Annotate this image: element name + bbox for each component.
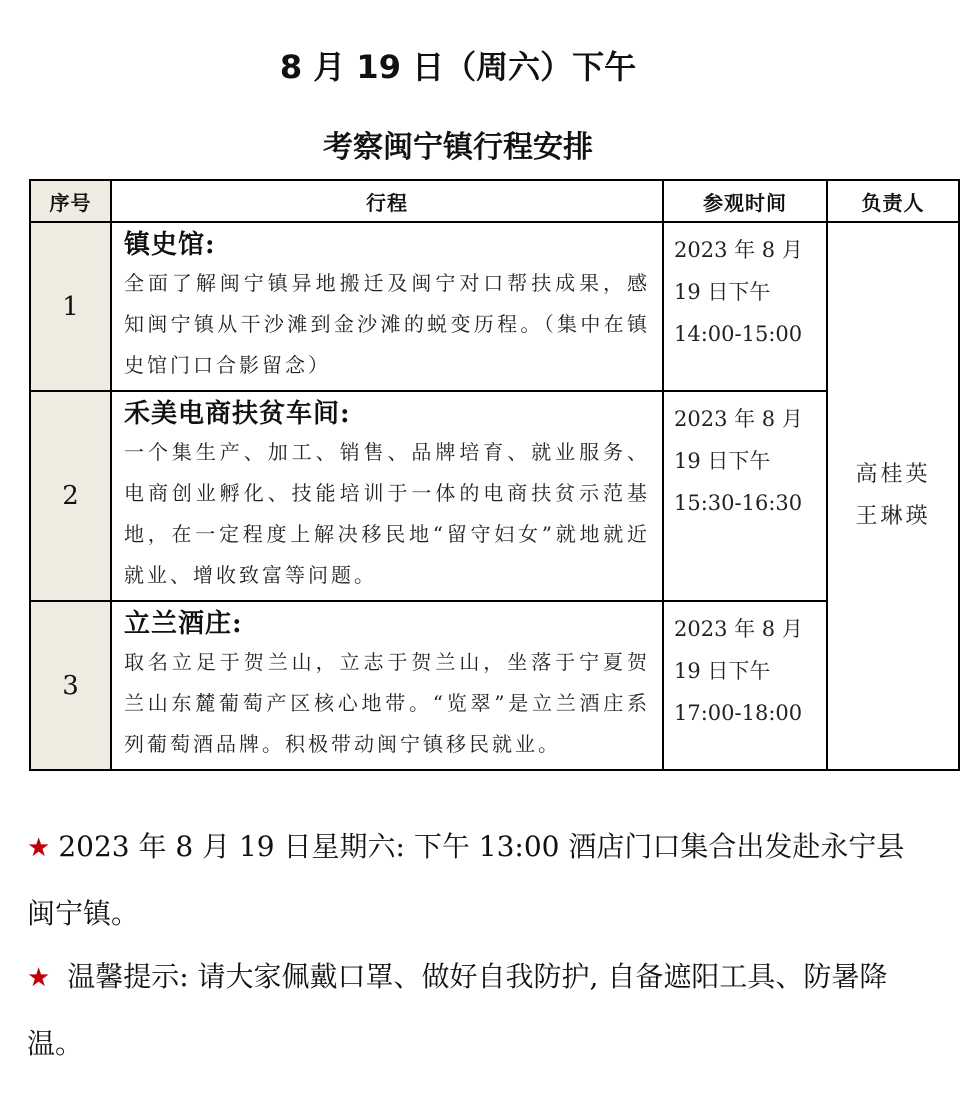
row-itinerary bbox=[111, 391, 663, 601]
visit-time-range: 17:00-18:00 bbox=[674, 701, 803, 725]
table-row bbox=[30, 391, 959, 601]
page-title: 考察闽宁镇行程安排 bbox=[323, 130, 593, 165]
assembly-note-text: 2023 年 8 月 19 日星期六: 下午 13:00 酒店门口集合出发赴永宁县闽宁镇。 bbox=[27, 830, 905, 930]
place-name: 立兰酒庄: bbox=[124, 609, 243, 639]
itinerary-table bbox=[29, 179, 960, 771]
star-icon: ★ bbox=[27, 963, 51, 993]
owner-name: 高桂英 bbox=[855, 462, 931, 487]
visit-date: 2023 年 8 月 19 日下午 bbox=[674, 238, 803, 304]
row-time bbox=[663, 391, 827, 601]
visit-date: 2023 年 8 月 19 日下午 bbox=[674, 617, 803, 683]
reminder-note-text: 温馨提示: 请大家佩戴口罩、做好自我防护, 自备遮阳工具、防暑降温。 bbox=[27, 960, 888, 1060]
assembly-note bbox=[27, 814, 927, 947]
row-itinerary bbox=[111, 601, 663, 770]
owner-cell bbox=[827, 222, 959, 770]
row-itinerary bbox=[111, 222, 663, 391]
row-seq: 2 bbox=[30, 391, 111, 601]
table-row bbox=[30, 601, 959, 770]
row-time bbox=[663, 601, 827, 770]
visit-date: 2023 年 8 月 19 日下午 bbox=[674, 407, 803, 473]
table-header-row bbox=[30, 180, 959, 222]
star-icon: ★ bbox=[27, 833, 51, 863]
table-row bbox=[30, 222, 959, 391]
row-seq: 3 bbox=[30, 601, 111, 770]
row-time bbox=[663, 222, 827, 391]
place-description: 取名立足于贺兰山，立志于贺兰山，坐落于宁夏贺兰山东麓葡萄产区核心地带。“览翠”是立兰酒庄系列葡萄酒品牌。积极带动闽宁镇移民就业。 bbox=[124, 650, 650, 756]
visit-time-range: 14:00-15:00 bbox=[674, 322, 803, 346]
column-header-time: 参观时间 bbox=[663, 180, 827, 222]
column-header-itinerary: 行程 bbox=[111, 180, 663, 222]
row-seq: 1 bbox=[30, 222, 111, 391]
owner-name: 王琳瑛 bbox=[855, 504, 931, 529]
date-heading: 8 月 19 日（周六）下午 bbox=[279, 48, 637, 86]
place-name: 禾美电商扶贫车间: bbox=[124, 399, 351, 429]
place-description: 全面了解闽宁镇异地搬迁及闽宁对口帮扶成果，感知闽宁镇从干沙滩到金沙滩的蜕变历程。（集中在镇史馆门口合影留念） bbox=[124, 271, 650, 377]
column-header-seq: 序号 bbox=[30, 180, 111, 222]
column-header-owner: 负责人 bbox=[827, 180, 959, 222]
reminder-note bbox=[27, 944, 927, 1077]
place-description: 一个集生产、加工、销售、品牌培育、就业服务、电商创业孵化、技能培训于一体的电商扶贫示范基地，在一定程度上解决移民地“留守妇女”就地就近就业、增收致富等问题。 bbox=[124, 440, 650, 587]
visit-time-range: 15:30-16:30 bbox=[674, 491, 803, 515]
place-name: 镇史馆: bbox=[124, 230, 216, 260]
